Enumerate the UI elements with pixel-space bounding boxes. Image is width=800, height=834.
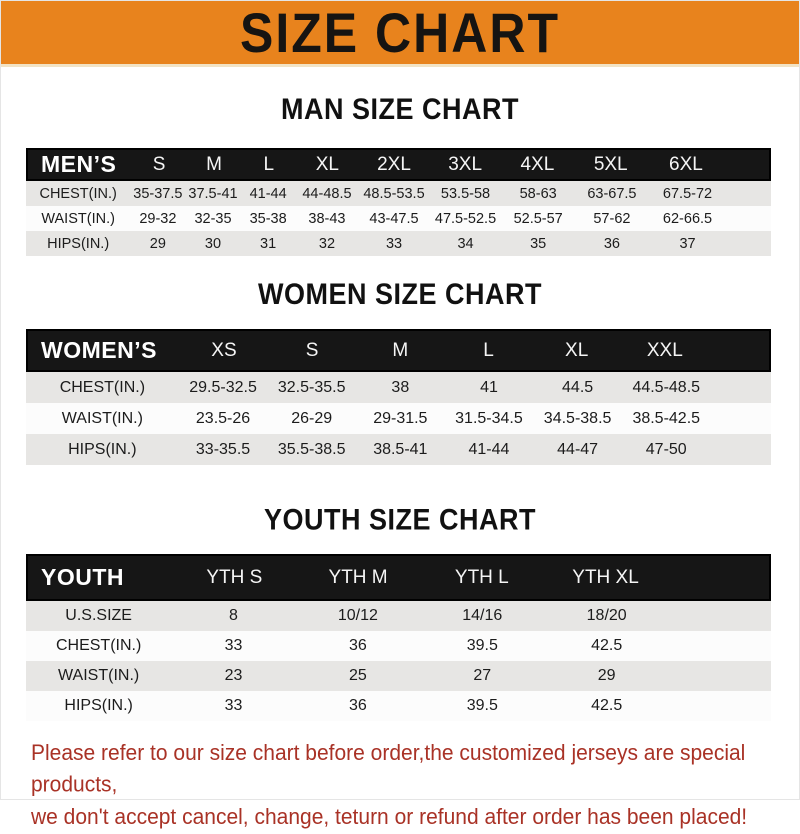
women-row-label: WAIST(IN.) — [61, 409, 143, 427]
women-table-row — [26, 403, 771, 434]
youth-size-value-cell: 8 — [229, 607, 238, 624]
men-size-value-cell: 62-66.5 — [662, 210, 713, 227]
youth-row-label: U.S.SIZE — [65, 607, 132, 624]
women-row-label: HIPS(IN.) — [68, 440, 137, 458]
men-size-value-cell: 30 — [204, 235, 222, 252]
men-size-value-cell: 38-43 — [308, 210, 346, 227]
men-row-label: WAIST(IN.) — [41, 210, 115, 227]
women-size-value-cell: 38 — [391, 378, 410, 396]
women-size-column-header: S — [305, 339, 319, 361]
youth-size-value-cell: 36 — [348, 697, 367, 714]
youth-table-row — [26, 661, 771, 691]
women-size-column-header: M — [392, 339, 409, 361]
men-size-column-header: 5XL — [593, 153, 628, 175]
men-size-value-cell: 34 — [457, 235, 474, 252]
women-size-value-cell: 32.5-35.5 — [277, 378, 346, 396]
youth-table-row — [26, 691, 771, 721]
men-table-header-row — [26, 148, 771, 181]
men-size-column-header: 3XL — [448, 153, 483, 175]
men-size-value-cell: 36 — [603, 235, 620, 252]
men-size-value-cell: 57-62 — [593, 210, 631, 227]
women-size-column-header: L — [483, 339, 494, 361]
men-size-value-cell: 53.5-58 — [440, 185, 491, 202]
women-size-value-cell: 34.5-38.5 — [543, 409, 612, 427]
youth-size-value-cell: 39.5 — [466, 697, 498, 714]
men-size-value-cell: 47.5-52.5 — [434, 210, 497, 227]
women-size-value-cell: 44.5-48.5 — [632, 378, 701, 396]
men-table-corner-label: MEN’S — [41, 151, 117, 177]
women-size-value-cell: 38.5-41 — [373, 440, 428, 458]
women-section-heading: WOMEN SIZE CHART — [258, 277, 542, 311]
page-title: SIZE CHART — [240, 1, 560, 64]
women-size-value-cell: 47-50 — [645, 440, 687, 458]
men-size-column-header: 6XL — [669, 153, 703, 175]
women-table-corner-label: WOMEN’S — [41, 337, 157, 363]
youth-size-value-cell: 33 — [224, 697, 243, 714]
men-size-column-header: M — [206, 153, 222, 175]
men-size-value-cell: 31 — [260, 235, 277, 252]
men-row-label: CHEST(IN.) — [39, 185, 117, 202]
order-notice — [31, 738, 779, 834]
youth-size-value-cell: 33 — [224, 637, 243, 654]
youth-table-row — [26, 601, 771, 631]
men-size-value-cell: 37.5-41 — [188, 185, 238, 202]
youth-size-value-cell: 42.5 — [591, 697, 623, 714]
youth-size-value-cell: 18/20 — [586, 607, 627, 624]
section-women — [1, 256, 799, 465]
youth-size-table — [26, 554, 771, 721]
men-table-row — [26, 231, 771, 256]
women-size-value-cell: 33-35.5 — [195, 440, 251, 458]
men-size-value-cell: 35-37.5 — [133, 185, 183, 202]
youth-size-value-cell: 10/12 — [337, 607, 378, 624]
youth-table-row — [26, 631, 771, 661]
men-row-label: HIPS(IN.) — [47, 235, 110, 252]
women-size-value-cell: 26-29 — [291, 409, 333, 427]
men-section-heading: MAN SIZE CHART — [281, 92, 519, 126]
men-size-column-header: 2XL — [377, 153, 411, 175]
youth-row-label: WAIST(IN.) — [58, 667, 140, 684]
youth-section-heading: YOUTH SIZE CHART — [263, 503, 536, 537]
men-size-value-cell: 44-48.5 — [302, 185, 352, 202]
youth-size-value-cell: 36 — [348, 637, 367, 654]
youth-size-value-cell: 23 — [224, 667, 243, 684]
women-size-value-cell: 23.5-26 — [195, 409, 251, 427]
youth-size-value-cell: 27 — [473, 667, 492, 684]
youth-size-value-cell: 25 — [348, 667, 367, 684]
women-size-column-header: XL — [565, 339, 589, 361]
youth-row-label: CHEST(IN.) — [55, 637, 142, 654]
youth-size-value-cell: 29 — [597, 667, 616, 684]
men-size-value-cell: 58-63 — [519, 185, 557, 202]
youth-row-label: HIPS(IN.) — [64, 697, 133, 714]
men-size-value-cell: 67.5-72 — [662, 185, 713, 202]
women-table-row — [26, 434, 771, 465]
youth-table-corner-label: YOUTH — [41, 564, 124, 590]
youth-size-column-header: YTH XL — [572, 566, 639, 588]
men-table-row — [26, 206, 771, 231]
women-size-value-cell: 44.5 — [562, 378, 594, 396]
women-table-header-row — [26, 329, 771, 372]
women-size-value-cell: 31.5-34.5 — [455, 409, 523, 427]
men-size-value-cell: 48.5-53.5 — [363, 185, 425, 202]
women-size-column-header: XXL — [646, 339, 683, 361]
women-size-value-cell: 29-31.5 — [373, 409, 428, 427]
women-size-column-header: XS — [211, 339, 237, 361]
women-size-value-cell: 35.5-38.5 — [277, 440, 346, 458]
women-size-value-cell: 41 — [480, 378, 498, 396]
women-size-value-cell: 44-47 — [557, 440, 599, 458]
men-size-column-header: 4XL — [520, 153, 555, 175]
men-size-value-cell: 37 — [679, 235, 696, 252]
order-notice-line-2: we don't accept cancel, change, teturn or refund after order has been placed! — [31, 805, 748, 830]
youth-size-value-cell: 14/16 — [462, 607, 503, 624]
youth-size-value-cell: 39.5 — [466, 637, 498, 654]
women-size-value-cell: 41-44 — [468, 440, 510, 458]
women-size-value-cell: 29.5-32.5 — [189, 378, 257, 396]
men-size-value-cell: 29 — [149, 235, 166, 252]
men-size-value-cell: 52.5-57 — [513, 210, 563, 227]
men-size-value-cell: 33 — [385, 235, 403, 252]
men-size-table — [26, 148, 771, 256]
banner — [1, 1, 799, 67]
youth-size-column-header: YTH L — [454, 566, 509, 588]
men-size-column-header: S — [152, 153, 166, 175]
women-table-row — [26, 372, 771, 403]
section-youth — [1, 465, 799, 721]
men-size-value-cell: 35-38 — [249, 210, 287, 227]
order-notice-line-1: Please refer to our size chart before order,the customized jerseys are special products, — [31, 741, 746, 798]
men-size-value-cell: 29-32 — [139, 210, 177, 227]
men-table-row — [26, 181, 771, 206]
men-size-column-header: XL — [315, 153, 339, 175]
women-size-table — [26, 329, 771, 465]
men-size-value-cell: 63-67.5 — [587, 185, 637, 202]
men-size-value-cell: 43-47.5 — [369, 210, 419, 227]
men-size-value-cell: 32 — [318, 235, 336, 252]
section-men — [1, 67, 799, 256]
youth-size-value-cell: 42.5 — [591, 637, 623, 654]
men-size-value-cell: 35 — [530, 235, 547, 252]
women-row-label: CHEST(IN.) — [59, 378, 146, 396]
youth-size-column-header: YTH S — [206, 566, 263, 588]
men-size-column-header: L — [263, 153, 275, 175]
women-size-value-cell: 38.5-42.5 — [632, 409, 701, 427]
youth-size-column-header: YTH M — [328, 566, 388, 588]
men-size-value-cell: 41-44 — [249, 185, 287, 202]
men-size-value-cell: 32-35 — [194, 210, 232, 227]
youth-table-header-row — [26, 554, 771, 601]
